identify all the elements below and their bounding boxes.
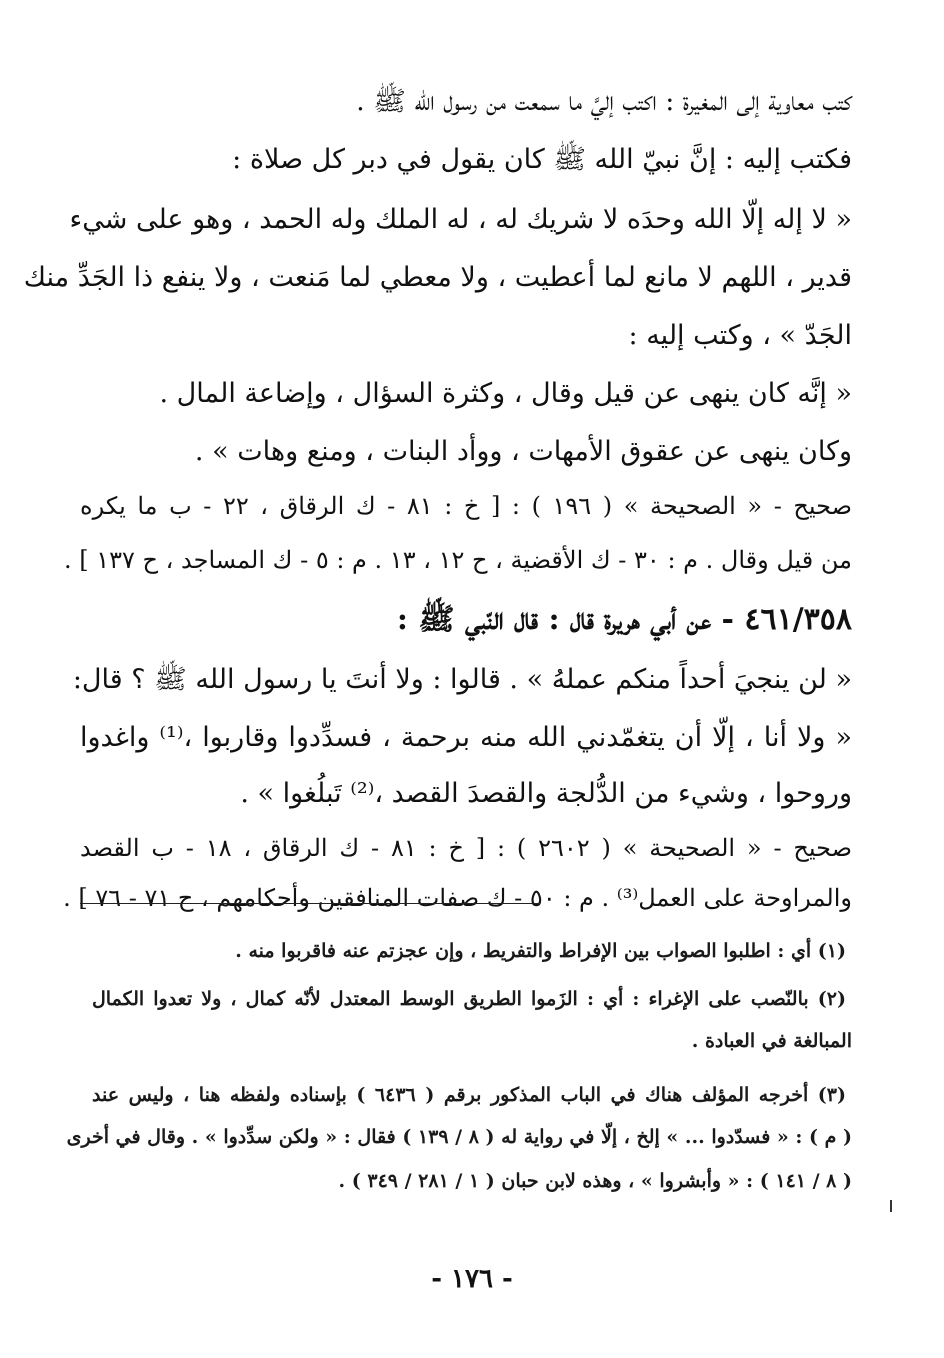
footnote-2-line-2: المبالغة في العبادة . — [691, 1030, 852, 1052]
page-number: - ١٧٦ - — [431, 1264, 513, 1294]
footnote-2-line-1: (٢) بالنّصب على الإغراء : أي : الزَموا الطريق الوسط المعتدل لأنّه كمال ، ولا تعدوا الكمال — [92, 988, 846, 1010]
footnote-separator — [80, 903, 540, 904]
footnote-3-line-3: ( ٨ / ١٤١ ) : « وأبشروا » ، وهذه لابن حبان ( ١ / ٢٨١ / ٣٤٩ ) . — [338, 1170, 852, 1192]
hadith-heading: ٤٦١/٣٥٨ - عن أبي هريرة قال : قال النّبي ﷺ : — [396, 602, 852, 637]
hadith-text-line-4: « ولا أنا ، إلّا أن يتغمّدني الله منه برحمة ، فسدِّدوا وقاربوا ،⁽¹⁾ واغدوا — [80, 722, 852, 753]
body-line-5: الجَدّ » ، وكتب إليه : — [628, 320, 852, 351]
source-citation-line-2: من قيل وقال . م : ٣٠ - ك الأقضية ، ح ١٢ ، ١٣ . م : ٥ - ك المساجد ، ح ١٣٧ ] . — [63, 546, 852, 574]
hadith-text-line-3: « لن ينجيَ أحداً منكم عملهُ » . قالوا : ولا أنتَ يا رسول الله ﷺ ؟ قال: — [72, 664, 852, 695]
footnote-1: (١) أي : اطلبوا الصواب بين الإفراط والتفريط ، وإن عجزتم عنه فاقربوا منه . — [235, 940, 846, 962]
hadith-text-line-5: وروحوا ، وشيء من الدُّلجة والقصدَ القصد ،⁽²⁾ تَبلُغوا » . — [240, 778, 852, 809]
body-line-2: فكتب إليه : إنَّ نبيّ الله ﷺ كان يقول في دبر كل صلاة : — [232, 144, 852, 175]
body-line-4: قدير ، اللهم لا مانع لما أعطيت ، ولا معطي لما مَنعت ، ولا ينفع ذا الجَدِّ منك — [23, 262, 852, 293]
footnote-3-line-1: (٣) أخرجه المؤلف هناك في الباب المذكور برقم ( ٦٤٣٦ ) بإسناده ولفظه هنا ، وليس عند — [92, 1084, 847, 1106]
source-citation-line-4: والمراوحة على العمل⁽³⁾ . م : ٥٠ - ك صفات المنافقين وأحكامهم ، ح ٧١ - ٧٦ ] . — [63, 884, 852, 912]
hadith-text-line-2: وكان ينهى عن عقوق الأمهات ، ووأد البنات ، ومنع وهات » . — [194, 436, 852, 467]
footnote-3-line-2: ( م ) : « فسدّدوا ... » إلخ ، إلّا في رواية له ( ٨ / ١٣٩ ) فقال : « ولكن سدِّدوا » . وقال في أخرى — [66, 1126, 852, 1148]
body-line-1: كتب معاوية إلى المغيرة : اكتب إليَّ ما سمعت من رسول الله ﷺ . — [356, 86, 852, 117]
hadith-text-line-1: « إنَّه كان ينهى عن قيل وقال ، وكثرة السؤال ، وإضاعة المال . — [159, 378, 852, 409]
source-citation-line-3: صحيح - « الصحيحة » ( ٢٦٠٢ ) : [ خ : ٨١ - ك الرقاق ، ١٨ - ب القصد — [80, 834, 852, 862]
margin-mark — [890, 1200, 892, 1212]
body-line-3: « لا إله إلّا الله وحدَه لا شريك له ، له الملك وله الحمد ، وهو على شيء — [69, 204, 852, 235]
source-citation-line-1: صحيح - « الصحيحة » ( ١٩٦ ) : [ خ : ٨١ - ك الرقاق ، ٢٢ - ب ما يكره — [80, 492, 852, 520]
